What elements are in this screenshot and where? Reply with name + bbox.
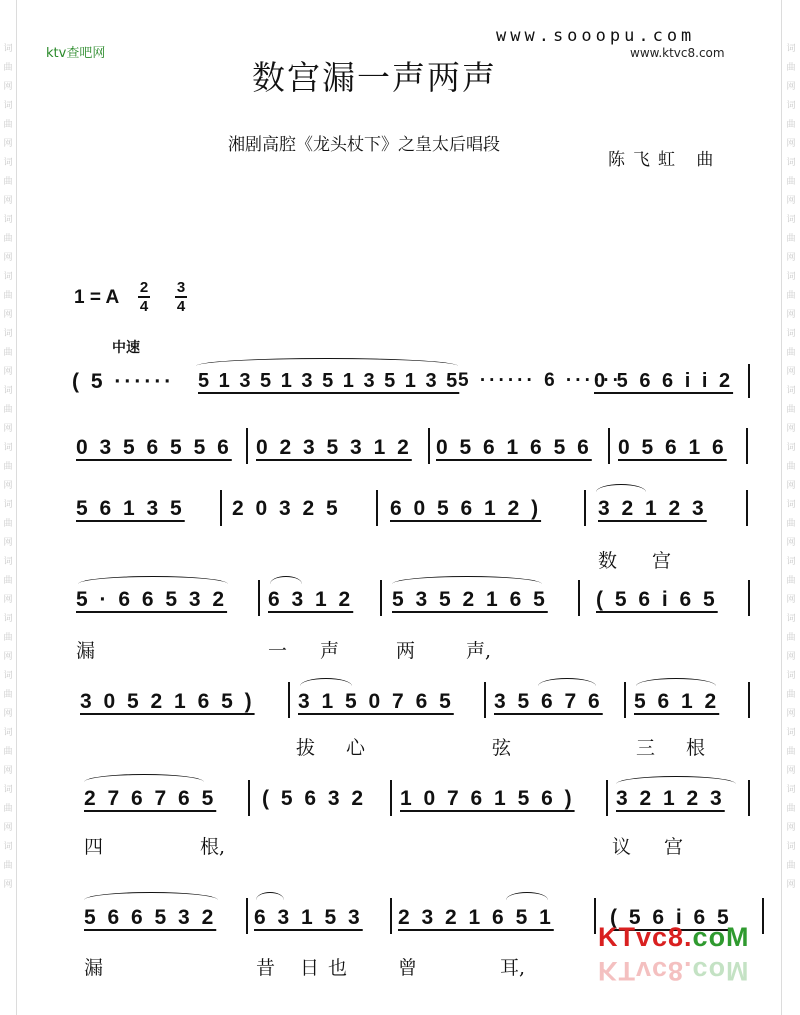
score-line4-measure4: ( 5 6 i 6 5 <box>596 588 718 611</box>
barline <box>246 898 248 934</box>
key-signature: 1 = A <box>74 287 120 308</box>
lyric-er: 耳, <box>500 957 526 979</box>
right-margin-line <box>781 0 782 1015</box>
time-signature-3-4: 3 4 <box>176 279 186 315</box>
lyric-xin: 心 <box>346 737 366 759</box>
tie-arc <box>196 358 458 366</box>
score-line3-measure3: 6 0 5 6 1 2 ) <box>390 497 542 520</box>
lyric-gong2: 宫 <box>664 836 684 858</box>
time-signature-2-4: 2 4 <box>139 279 149 315</box>
lyric-sheng2: 声, <box>466 640 492 662</box>
barline <box>484 682 486 718</box>
barline <box>746 428 748 464</box>
lyric-xi: 昔 <box>256 957 276 979</box>
lyric-ye: 也 <box>328 957 348 979</box>
slur-arc <box>636 678 716 686</box>
lyric-xian: 弦 <box>492 737 512 759</box>
slur-arc <box>84 774 204 782</box>
barline <box>584 490 586 526</box>
score-line6-measure3: 1 0 7 6 1 5 6 ) <box>400 787 575 810</box>
watermark-brand-reflection: KTvc8.coM <box>598 956 750 986</box>
score-line5-measure3: 3 5 6 7 6 <box>494 690 603 713</box>
slur-arc <box>392 576 542 584</box>
score-line5-measure2: 3 1 5 0 7 6 5 <box>298 690 454 713</box>
score-line7-measure4: ( 5 6 i 6 5 <box>610 906 732 929</box>
score-line3-measure2: 2 0 3 2 5 <box>232 497 341 520</box>
watermark-url-sub: www.ktvc8.com <box>630 46 725 60</box>
tempo-marking: 中速 <box>112 340 140 356</box>
watermark-url-main: www.sooopu.com <box>496 26 696 46</box>
score-line1-measure3: 0 5 6 6 i i 2 <box>594 370 734 392</box>
score-line5-measure4: 5 6 1 2 <box>634 690 720 713</box>
lyric-lou: 漏 <box>76 640 96 662</box>
lyric-san: 三 <box>636 737 656 759</box>
score-line7-measure2: 6 3 1 5 3 <box>254 906 363 929</box>
slur-arc <box>596 484 646 492</box>
barline <box>390 898 392 934</box>
lyric-ri: 日 <box>300 957 320 979</box>
barline <box>390 780 392 816</box>
score-line3-measure1: 5 6 1 3 5 <box>76 497 185 520</box>
lyric-liang: 两 <box>396 640 416 662</box>
score-line2-measure3: 0 5 6 1 6 5 6 <box>436 436 592 459</box>
lyric-yi: 一 <box>268 640 288 662</box>
barline <box>380 580 382 616</box>
barline <box>608 428 610 464</box>
score-line4-measure1: 5 · 6 6 5 3 2 <box>76 588 228 611</box>
score-line7-measure1: 5 6 6 5 3 2 <box>84 906 217 929</box>
score-line4-measure2: 6 3 1 2 <box>268 588 354 611</box>
barline <box>246 428 248 464</box>
slur-arc <box>538 678 596 686</box>
score-line1-measure2: 5 ······ 6 ······ <box>458 370 622 391</box>
score-line4-measure3: 5 3 5 2 1 6 5 <box>392 588 548 611</box>
lyric-gen2: 根, <box>200 836 226 858</box>
score-line5-measure1: 3 0 5 2 1 6 5 ) <box>80 690 255 713</box>
lyric-shu: 数 <box>598 550 618 572</box>
lyric-gen1: 根 <box>686 737 706 759</box>
barline <box>748 682 750 718</box>
slur-arc <box>270 576 302 584</box>
slur-arc <box>256 892 284 900</box>
barline <box>594 898 596 934</box>
right-side-watermark: 词曲网词曲网词曲网词曲网词曲网词曲网词曲网词曲网词曲网词曲网词曲网词曲网词曲网词曲网词曲网 <box>786 44 796 890</box>
composer-credit: 陈飞虹 曲 <box>608 150 722 170</box>
song-subtitle: 湘剧高腔《龙头杖下》之皇太后唱段 <box>228 135 500 155</box>
watermark-brand-ktvc8: KTvc8.coM <box>598 922 750 952</box>
score-line6-measure2: ( 5 6 3 2 <box>262 787 367 810</box>
score-line6-measure4: 3 2 1 2 3 <box>616 787 725 810</box>
lyric-gong: 宫 <box>652 550 672 572</box>
score-line1-intro: ( 5 ······ <box>72 370 175 393</box>
barline <box>578 580 580 616</box>
barline <box>746 490 748 526</box>
score-line2-measure4: 0 5 6 1 6 <box>618 436 727 459</box>
score-line2-measure2: 0 2 3 5 3 1 2 <box>256 436 412 459</box>
barline <box>288 682 290 718</box>
barline <box>258 580 260 616</box>
score-line7-measure3: 2 3 2 1 6 5 1 <box>398 906 554 929</box>
left-side-watermark: 词曲网词曲网词曲网词曲网词曲网词曲网词曲网词曲网词曲网词曲网词曲网词曲网词曲网词曲网词曲网 <box>3 44 13 890</box>
lyric-sheng1: 声 <box>320 640 340 662</box>
barline <box>376 490 378 526</box>
barline <box>624 682 626 718</box>
barline <box>762 898 764 934</box>
score-line2-measure1: 0 3 5 6 5 5 6 <box>76 436 232 459</box>
slur-arc <box>300 678 352 686</box>
lyric-lou2: 漏 <box>84 957 104 979</box>
lyric-si: 四 <box>84 836 104 858</box>
barline <box>248 780 250 816</box>
barline <box>220 490 222 526</box>
lyric-ceng: 曾 <box>398 957 418 979</box>
barline <box>748 780 750 816</box>
slur-arc <box>84 892 218 900</box>
barline <box>748 364 750 398</box>
barline <box>428 428 430 464</box>
lyric-yi2: 议 <box>612 836 632 858</box>
score-line3-measure4: 3 2 1 2 3 <box>598 497 707 520</box>
score-line1-measure1: 5 1 3 5 1 3 5 1 3 5 1 3 5 <box>198 370 460 392</box>
barline <box>606 780 608 816</box>
slur-arc <box>78 576 228 584</box>
lyric-ba: 拔 <box>296 737 316 759</box>
song-title: 数宫漏一声两声 <box>252 58 497 97</box>
left-margin-line <box>16 0 17 1015</box>
watermark-ktv-top-left: ktv查吧网 <box>46 46 106 61</box>
barline <box>748 580 750 616</box>
slur-arc <box>506 892 548 900</box>
slur-arc <box>616 776 736 784</box>
score-line6-measure1: 2 7 6 7 6 5 <box>84 787 217 810</box>
